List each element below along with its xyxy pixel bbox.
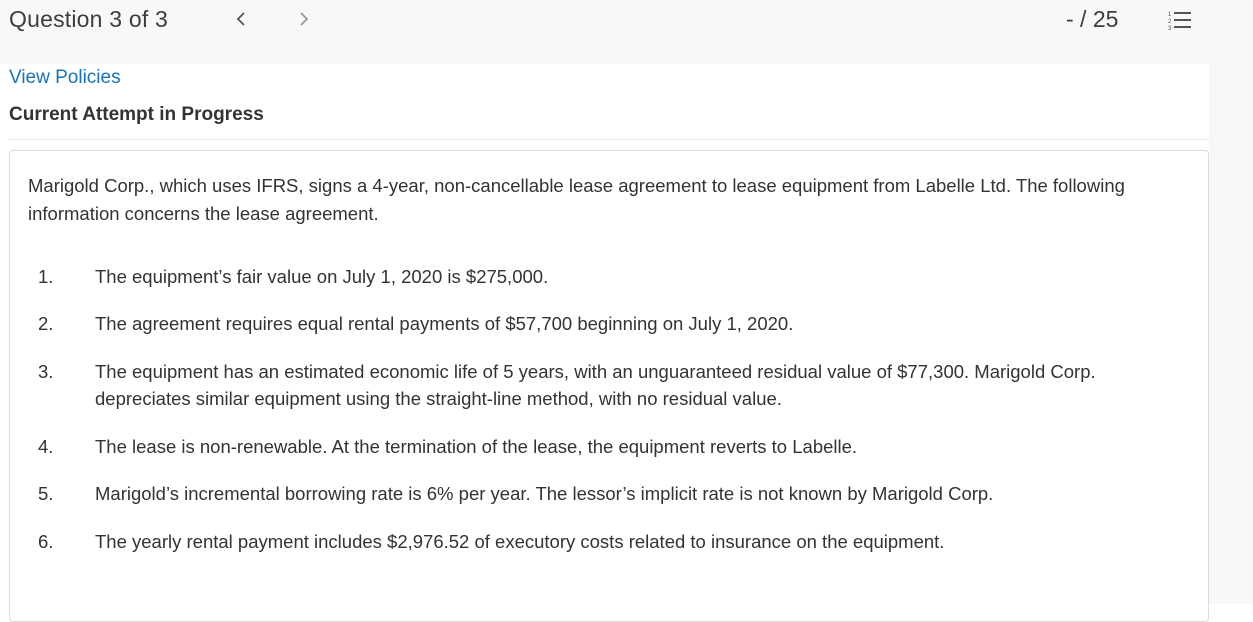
attempt-status: Current Attempt in Progress: [9, 104, 264, 125]
list-item-number: 3.: [38, 361, 54, 382]
right-panel-strip: [1209, 64, 1253, 604]
list-item-text: Marigold’s incremental borrowing rate is 6% per year. The lessor’s implicit rate is not known by Marigold Corp.: [95, 483, 994, 504]
question-counter: Question 3 of 3: [9, 6, 168, 32]
list-item-number: 1.: [38, 266, 54, 287]
question-list-button[interactable]: [1167, 8, 1193, 34]
question-header: [0, 0, 1253, 64]
next-question-button[interactable]: [293, 8, 315, 30]
svg-text:2: 2: [1168, 19, 1172, 25]
list-item-text: The equipment’s fair value on July 1, 2020 is $275,000.: [95, 266, 549, 287]
list-item-text: The lease is non-renewable. At the termination of the lease, the equipment reverts to Labelle.: [95, 436, 858, 457]
list-item-text: The equipment has an estimated economic life of 5 years, with an unguaranteed residual value of $77,300. Marigold Corp. depreciates similar equipment using the straight-line method, with no residual value.: [95, 361, 1096, 409]
numbered-list-icon: [1167, 8, 1193, 34]
previous-question-button[interactable]: [230, 8, 252, 30]
list-item-text: The agreement requires equal rental payments of $57,700 beginning on July 1, 2020.: [95, 313, 794, 334]
list-item-number: 6.: [38, 531, 54, 552]
score-display: - / 25: [1066, 6, 1119, 32]
question-intro: Marigold Corp., which uses IFRS, signs a 4-year, non-cancellable lease agreement to lease equipment from Labelle Ltd. The following information concerns the lease agreement.: [28, 175, 1125, 224]
list-item-number: 5.: [38, 483, 54, 504]
view-policies-link[interactable]: View Policies: [9, 67, 121, 88]
list-item-number: 4.: [38, 436, 54, 457]
chevron-left-icon: [235, 10, 247, 28]
divider: [9, 139, 1209, 140]
svg-text:3: 3: [1168, 26, 1172, 32]
chevron-right-icon: [298, 10, 310, 28]
list-item-number: 2.: [38, 313, 54, 334]
list-item-text: The yearly rental payment includes $2,976.52 of executory costs related to insurance on the equipment.: [95, 531, 945, 552]
svg-text:1: 1: [1168, 12, 1172, 18]
